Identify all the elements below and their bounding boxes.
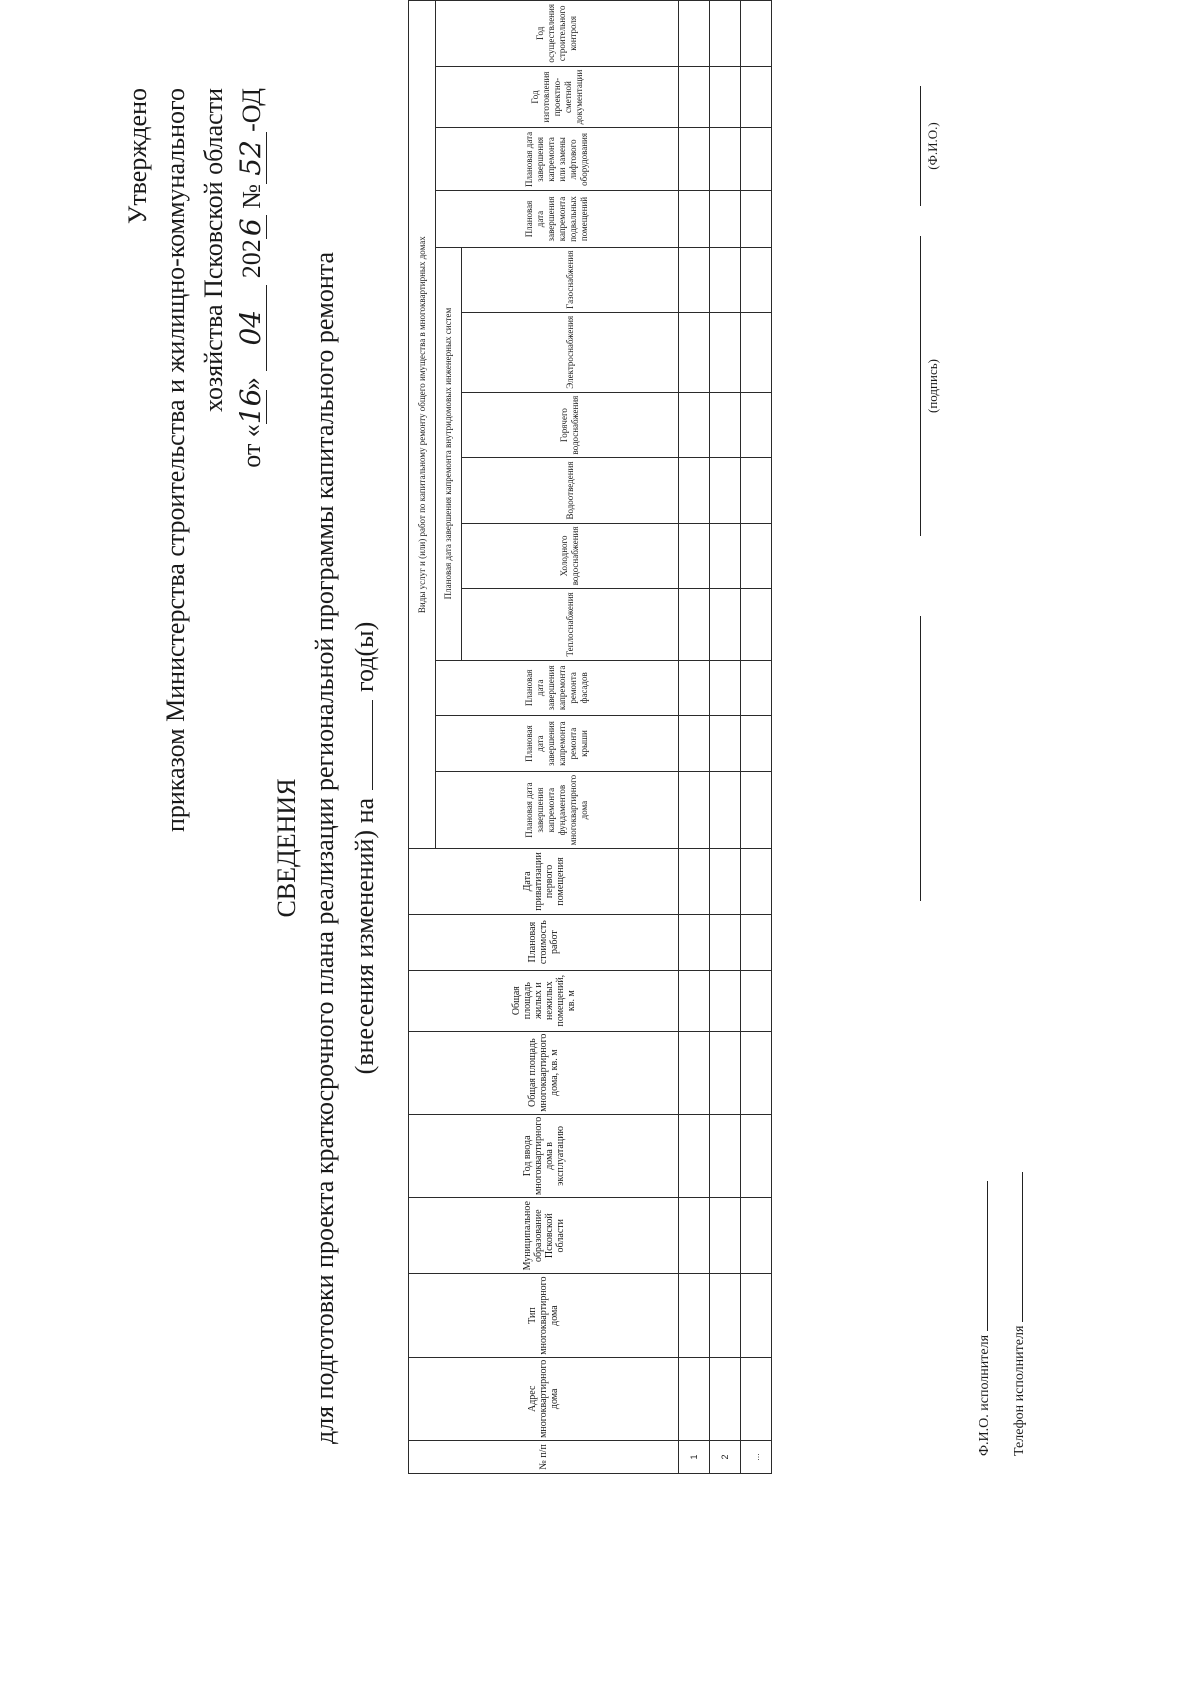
approval-close-quote: » — [237, 377, 266, 391]
table-cell — [679, 1274, 710, 1357]
table-cell — [679, 589, 710, 660]
table-cell — [741, 1274, 772, 1357]
signature-line — [920, 616, 925, 901]
table-cell — [710, 1197, 741, 1273]
col-gas-header: Газоснабжения — [462, 247, 679, 312]
table-cell — [679, 771, 710, 848]
table-cell — [679, 312, 710, 392]
table-cell — [710, 1357, 741, 1440]
table-cell — [710, 914, 741, 970]
table-cell — [741, 716, 772, 772]
data-table — [408, 0, 772, 1474]
table-cell — [679, 1, 710, 67]
table-cell — [679, 191, 710, 247]
table-cell — [741, 849, 772, 914]
col-privatization-date-header: Дата приватизации первого помещения — [409, 849, 679, 914]
document-subtitle: для подготовки проекта краткосрочного плана реализации региональной программы капитального ремонта — [310, 251, 339, 1445]
table-cell — [710, 1274, 741, 1357]
works-group-header: Виды услуг и (или) работ по капитальному ремонту общего имущества в многоквартирных домах — [409, 1, 436, 849]
annotation-suffix: год(ы) — [350, 621, 379, 692]
col-total-area-header: Общая площадь многоквартирного дома, кв. м — [409, 1031, 679, 1114]
table-cell — [679, 128, 710, 191]
table-cell — [741, 312, 772, 392]
col-municipality-header: Муниципальное образование Псковской области — [409, 1197, 679, 1273]
table-cell — [679, 1114, 710, 1197]
row-number: 2 — [710, 1440, 741, 1473]
table-row — [710, 1, 741, 1474]
col-drainage-header: Водоотведения — [462, 458, 679, 523]
table-row — [679, 1, 710, 1474]
table-cell — [710, 970, 741, 1031]
table-cell — [710, 660, 741, 716]
row-number: 1 — [679, 1440, 710, 1473]
table-cell — [679, 247, 710, 312]
table-cell — [679, 392, 710, 458]
approval-number: 52 — [236, 132, 267, 184]
approval-date-line — [232, 88, 272, 468]
approval-year-suffix: 6 — [236, 215, 267, 239]
approval-number-sign: № — [237, 183, 266, 209]
table-row — [741, 1, 772, 1474]
approval-month: 04 — [236, 285, 267, 371]
table-cell — [679, 1031, 710, 1114]
table-cell — [679, 970, 710, 1031]
col-address-header: Адрес многоквартирного дома — [409, 1357, 679, 1440]
executor-phone-blank — [1010, 1172, 1023, 1322]
approval-suffix: -ОД — [237, 88, 266, 132]
approval-year-prefix: 202 — [237, 239, 266, 279]
table-cell — [741, 392, 772, 458]
table-cell — [741, 523, 772, 589]
table-cell — [710, 1031, 741, 1114]
table-cell — [741, 1114, 772, 1197]
table-cell — [710, 66, 741, 128]
table-cell — [741, 247, 772, 312]
table-cell — [741, 914, 772, 970]
table-cell — [710, 716, 741, 772]
col-number-header: № п/п — [409, 1440, 679, 1473]
table-cell — [741, 128, 772, 191]
table-cell — [710, 1, 741, 67]
table-cell — [741, 458, 772, 523]
col-design-docs-header: Год изготовления проектно-сметной документации — [436, 66, 679, 128]
table-cell — [679, 523, 710, 589]
col-construction-control-header: Год осуществления строительного контроля — [436, 1, 679, 67]
col-cold-water-header: Холодного водоснабжения — [462, 523, 679, 589]
approval-from-label: от « — [237, 424, 266, 468]
document-annotation — [350, 0, 380, 1696]
name-caption: (Ф.И.О.) — [920, 86, 941, 206]
table-cell — [710, 312, 741, 392]
table-cell — [710, 191, 741, 247]
table-cell — [741, 191, 772, 247]
col-elevator-header: Плановая дата завершения капремонта или замены лифтового оборудования — [436, 128, 679, 191]
executor-name-label: Ф.И.О. исполнителя — [977, 1334, 992, 1456]
table-cell — [710, 1114, 741, 1197]
table-cell — [710, 849, 741, 914]
table-cell — [741, 1197, 772, 1273]
engineering-systems-header: Плановая дата завершения капремонта внутридомовых инженерных систем — [436, 247, 462, 660]
table-cell — [679, 849, 710, 914]
col-roof-header: Плановая дата завершения капремонта ремонта крыши — [436, 716, 679, 772]
col-premises-area-header: Общая площадь жилых и нежилых помещений, кв. м — [409, 970, 679, 1031]
approval-heading: Утверждено — [123, 88, 152, 225]
col-planned-cost-header: Плановая стоимость работ — [409, 914, 679, 970]
table-cell — [679, 458, 710, 523]
col-type-header: Тип многоквартирного дома — [409, 1274, 679, 1357]
executor-name — [975, 1181, 993, 1456]
col-facade-header: Плановая дата завершения капремонта ремонта фасадов — [436, 660, 679, 716]
table-cell — [710, 247, 741, 312]
table-cell — [741, 771, 772, 848]
col-heating-header: Теплоснабжения — [462, 589, 679, 660]
approval-region-line: хозяйства Псковской области — [199, 88, 228, 412]
row-number: ... — [741, 1440, 772, 1473]
table-cell — [710, 771, 741, 848]
table-cell — [710, 392, 741, 458]
executor-phone — [1010, 1172, 1028, 1456]
approval-day: 16 — [234, 388, 267, 425]
approval-order-line: приказом Министерства строительства и жилищно-коммунального — [161, 88, 190, 833]
table-cell — [741, 1357, 772, 1440]
table-cell — [741, 1, 772, 67]
col-electricity-header: Электроснабжения — [462, 312, 679, 392]
annotation-prefix: (внесения изменений) на — [350, 797, 379, 1075]
table-cell — [679, 1357, 710, 1440]
table-cell — [679, 66, 710, 128]
year-blank — [372, 700, 373, 790]
executor-name-blank — [975, 1181, 988, 1331]
col-commission-year-header: Год ввода многоквартирного дома в эксплуатацию — [409, 1114, 679, 1197]
table-cell — [710, 589, 741, 660]
table-cell — [710, 523, 741, 589]
table-cell — [741, 66, 772, 128]
table-cell — [741, 660, 772, 716]
table-cell — [679, 716, 710, 772]
col-basement-header: Плановая дата завершения капремонта подвальных помещений — [436, 191, 679, 247]
table-cell — [710, 128, 741, 191]
table-cell — [679, 1197, 710, 1273]
signature-caption: (подпись) — [920, 236, 941, 536]
table-cell — [741, 970, 772, 1031]
document-title: СВЕДЕНИЯ — [272, 778, 301, 918]
col-hot-water-header: Горячего водоснабжения — [462, 392, 679, 458]
table-cell — [679, 914, 710, 970]
table-cell — [741, 1031, 772, 1114]
executor-phone-label: Телефон исполнителя — [1012, 1325, 1027, 1456]
table-cell — [741, 589, 772, 660]
col-foundation-header: Плановая дата завершения капремонта фундаментов многоквартирного дома — [436, 771, 679, 848]
table-cell — [710, 458, 741, 523]
table-cell — [679, 660, 710, 716]
